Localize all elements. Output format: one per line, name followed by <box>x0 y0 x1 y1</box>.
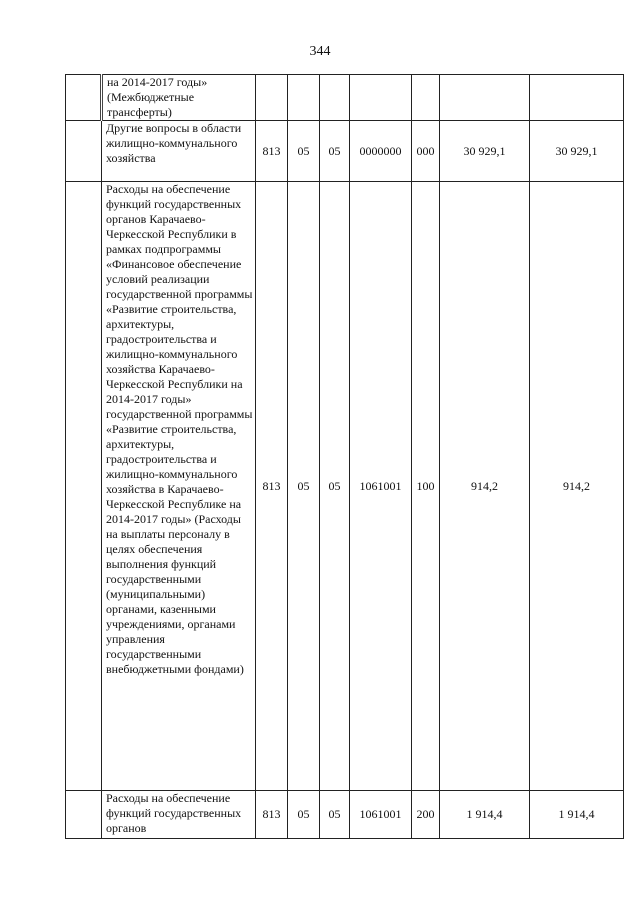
target-article-cell: 0000000 <box>350 121 412 182</box>
amount-cell-2: 30 929,1 <box>530 121 624 182</box>
row-number-cell <box>66 182 102 791</box>
table-row <box>66 182 624 791</box>
amount-cell-1 <box>440 75 530 121</box>
expense-type-cell: 100 <box>412 182 440 791</box>
table-row <box>66 121 624 182</box>
row-number-cell <box>66 791 102 839</box>
amount-cell-2: 914,2 <box>530 182 624 791</box>
ministry-code-cell: 813 <box>256 182 288 791</box>
amount-cell-1: 30 929,1 <box>440 121 530 182</box>
table-row <box>66 75 624 121</box>
section-code-cell <box>288 75 320 121</box>
section-code-cell: 05 <box>288 121 320 182</box>
target-article-cell <box>350 75 412 121</box>
section-code-cell: 05 <box>288 182 320 791</box>
description-cell: Другие вопросы в области жилищно-коммунального хозяйства <box>102 121 256 182</box>
ministry-code-cell <box>256 75 288 121</box>
description-cell: на 2014-2017 годы» (Межбюджетные трансферты) <box>102 75 256 121</box>
row-number-cell <box>66 75 102 121</box>
subsection-code-cell: 05 <box>320 121 350 182</box>
subsection-code-cell: 05 <box>320 182 350 791</box>
table-row <box>66 791 624 839</box>
subsection-code-cell: 05 <box>320 791 350 839</box>
expense-type-cell <box>412 75 440 121</box>
target-article-cell: 1061001 <box>350 791 412 839</box>
page-number: 344 <box>309 44 331 59</box>
ministry-code-cell: 813 <box>256 121 288 182</box>
description-cell: Расходы на обеспечение функций государственных органов Карачаево-Черкесской Республики в рамках подпрограммы «Финансовое обеспечение условий реализации государственной программы «Развитие строительства, архитектуры, градостроительства и жилищно-коммунального хозяйства Карачаево-Черкесской Республики на 2014-2017 годы» государственной программы «Развитие строительства, архитектуры, градостроительства и жилищно-коммунального хозяйства в Карачаево-Черкесской Республике на 2014-2017 годы» (Расходы на выплаты персоналу в целях обеспечения выполнения функций государственными (муниципальными) органами, казенными учреждениями, органами управления государственными внебюджетными фондами) <box>102 182 256 791</box>
row-number-cell <box>66 121 102 182</box>
amount-cell-2: 1 914,4 <box>530 791 624 839</box>
ministry-code-cell: 813 <box>256 791 288 839</box>
target-article-cell: 1061001 <box>350 182 412 791</box>
amount-cell-1: 1 914,4 <box>440 791 530 839</box>
subsection-code-cell <box>320 75 350 121</box>
description-cell: Расходы на обеспечение функций государственных органов <box>102 791 256 839</box>
amount-cell-2 <box>530 75 624 121</box>
expense-type-cell: 200 <box>412 791 440 839</box>
budget-table <box>65 74 624 839</box>
amount-cell-1: 914,2 <box>440 182 530 791</box>
expense-type-cell: 000 <box>412 121 440 182</box>
section-code-cell: 05 <box>288 791 320 839</box>
